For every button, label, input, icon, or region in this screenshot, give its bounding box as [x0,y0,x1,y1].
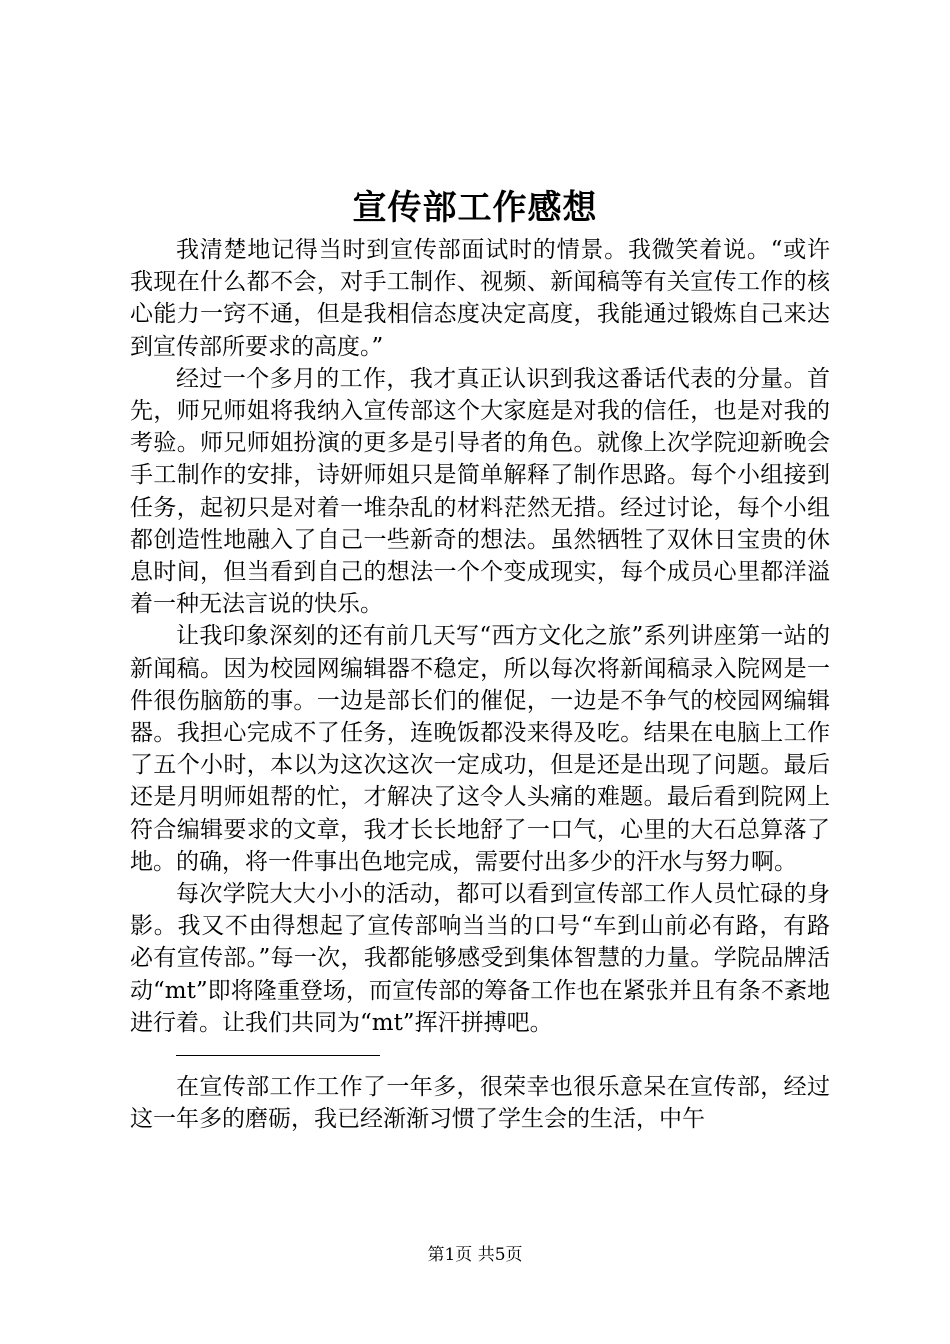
paragraph: 每次学院大大小小的活动，都可以看到宣传部工作人员忙碌的身影。我又不由得想起了宣传部响当当的口号“车到山前必有路，有路必有宣传部。”每一次，我都能够感受到集体智慧的力量。学院品牌活动“mt”即将隆重登场，而宣传部的筹备工作也在紧张并且有条不紊地进行着。让我们共同为“mt”挥汗拼搏吧。 [130,881,830,1036]
paragraph: 经过一个多月的工作，我才真正认识到我这番话代表的分量。首先，师兄师姐将我纳入宣传部这个大家庭是对我的信任，也是对我的考验。师兄师姐扮演的更多是引导者的角色。就像上次学院迎新晚会手工制作的安排，诗妍师姐只是简单解释了制作思路。每个小组接到任务，起初只是对着一堆杂乱的材料茫然无措。经过讨论，每个小组都创造性地融入了自己一些新奇的想法。虽然牺牲了双休日宝贵的休息时间，但当看到自己的想法一个个变成现实，每个成员心里都洋溢着一种无法言说的快乐。 [130,365,830,618]
paragraph: 在宣传部工作工作了一年多，很荣幸也很乐意呆在宣传部，经过这一年多的磨砺，我已经渐渐习惯了学生会的生活，中午 [130,1074,830,1133]
document-title: 宣传部工作感想 [352,188,598,228]
paragraph: 让我印象深刻的还有前几天写“西方文化之旅”系列讲座第一站的新闻稿。因为校园网编辑器不稳定，所以每次将新闻稿录入院网是一件很伤脑筋的事。一边是部长们的催促，一边是不争气的校园网编辑器。我担心完成不了任务，连晚饭都没来得及吃。结果在电脑上工作了五个小时，本以为这次这次一定成功，但是还是出现了问题。最后还是月明师姐帮的忙，才解决了这令人头痛的难题。最后看到院网上符合编辑要求的文章，我才长长地舒了一口气，心里的大石总算落了地。的确，将一件事出色地完成，需要付出多少的汗水与努力啊。 [130,623,830,875]
document-body [130,234,830,1136]
section-divider [176,1039,380,1071]
paragraph: 我清楚地记得当时到宣传部面试时的情景。我微笑着说。“或许我现在什么都不会，对手工制作、视频、新闻稿等有关宣传工作的核心能力一窍不通，但是我相信态度决定高度，我能通过锻炼自己来达到宣传部所要求的高度。” [130,237,830,360]
page-indicator: 第1页 共5页 [427,1245,523,1265]
